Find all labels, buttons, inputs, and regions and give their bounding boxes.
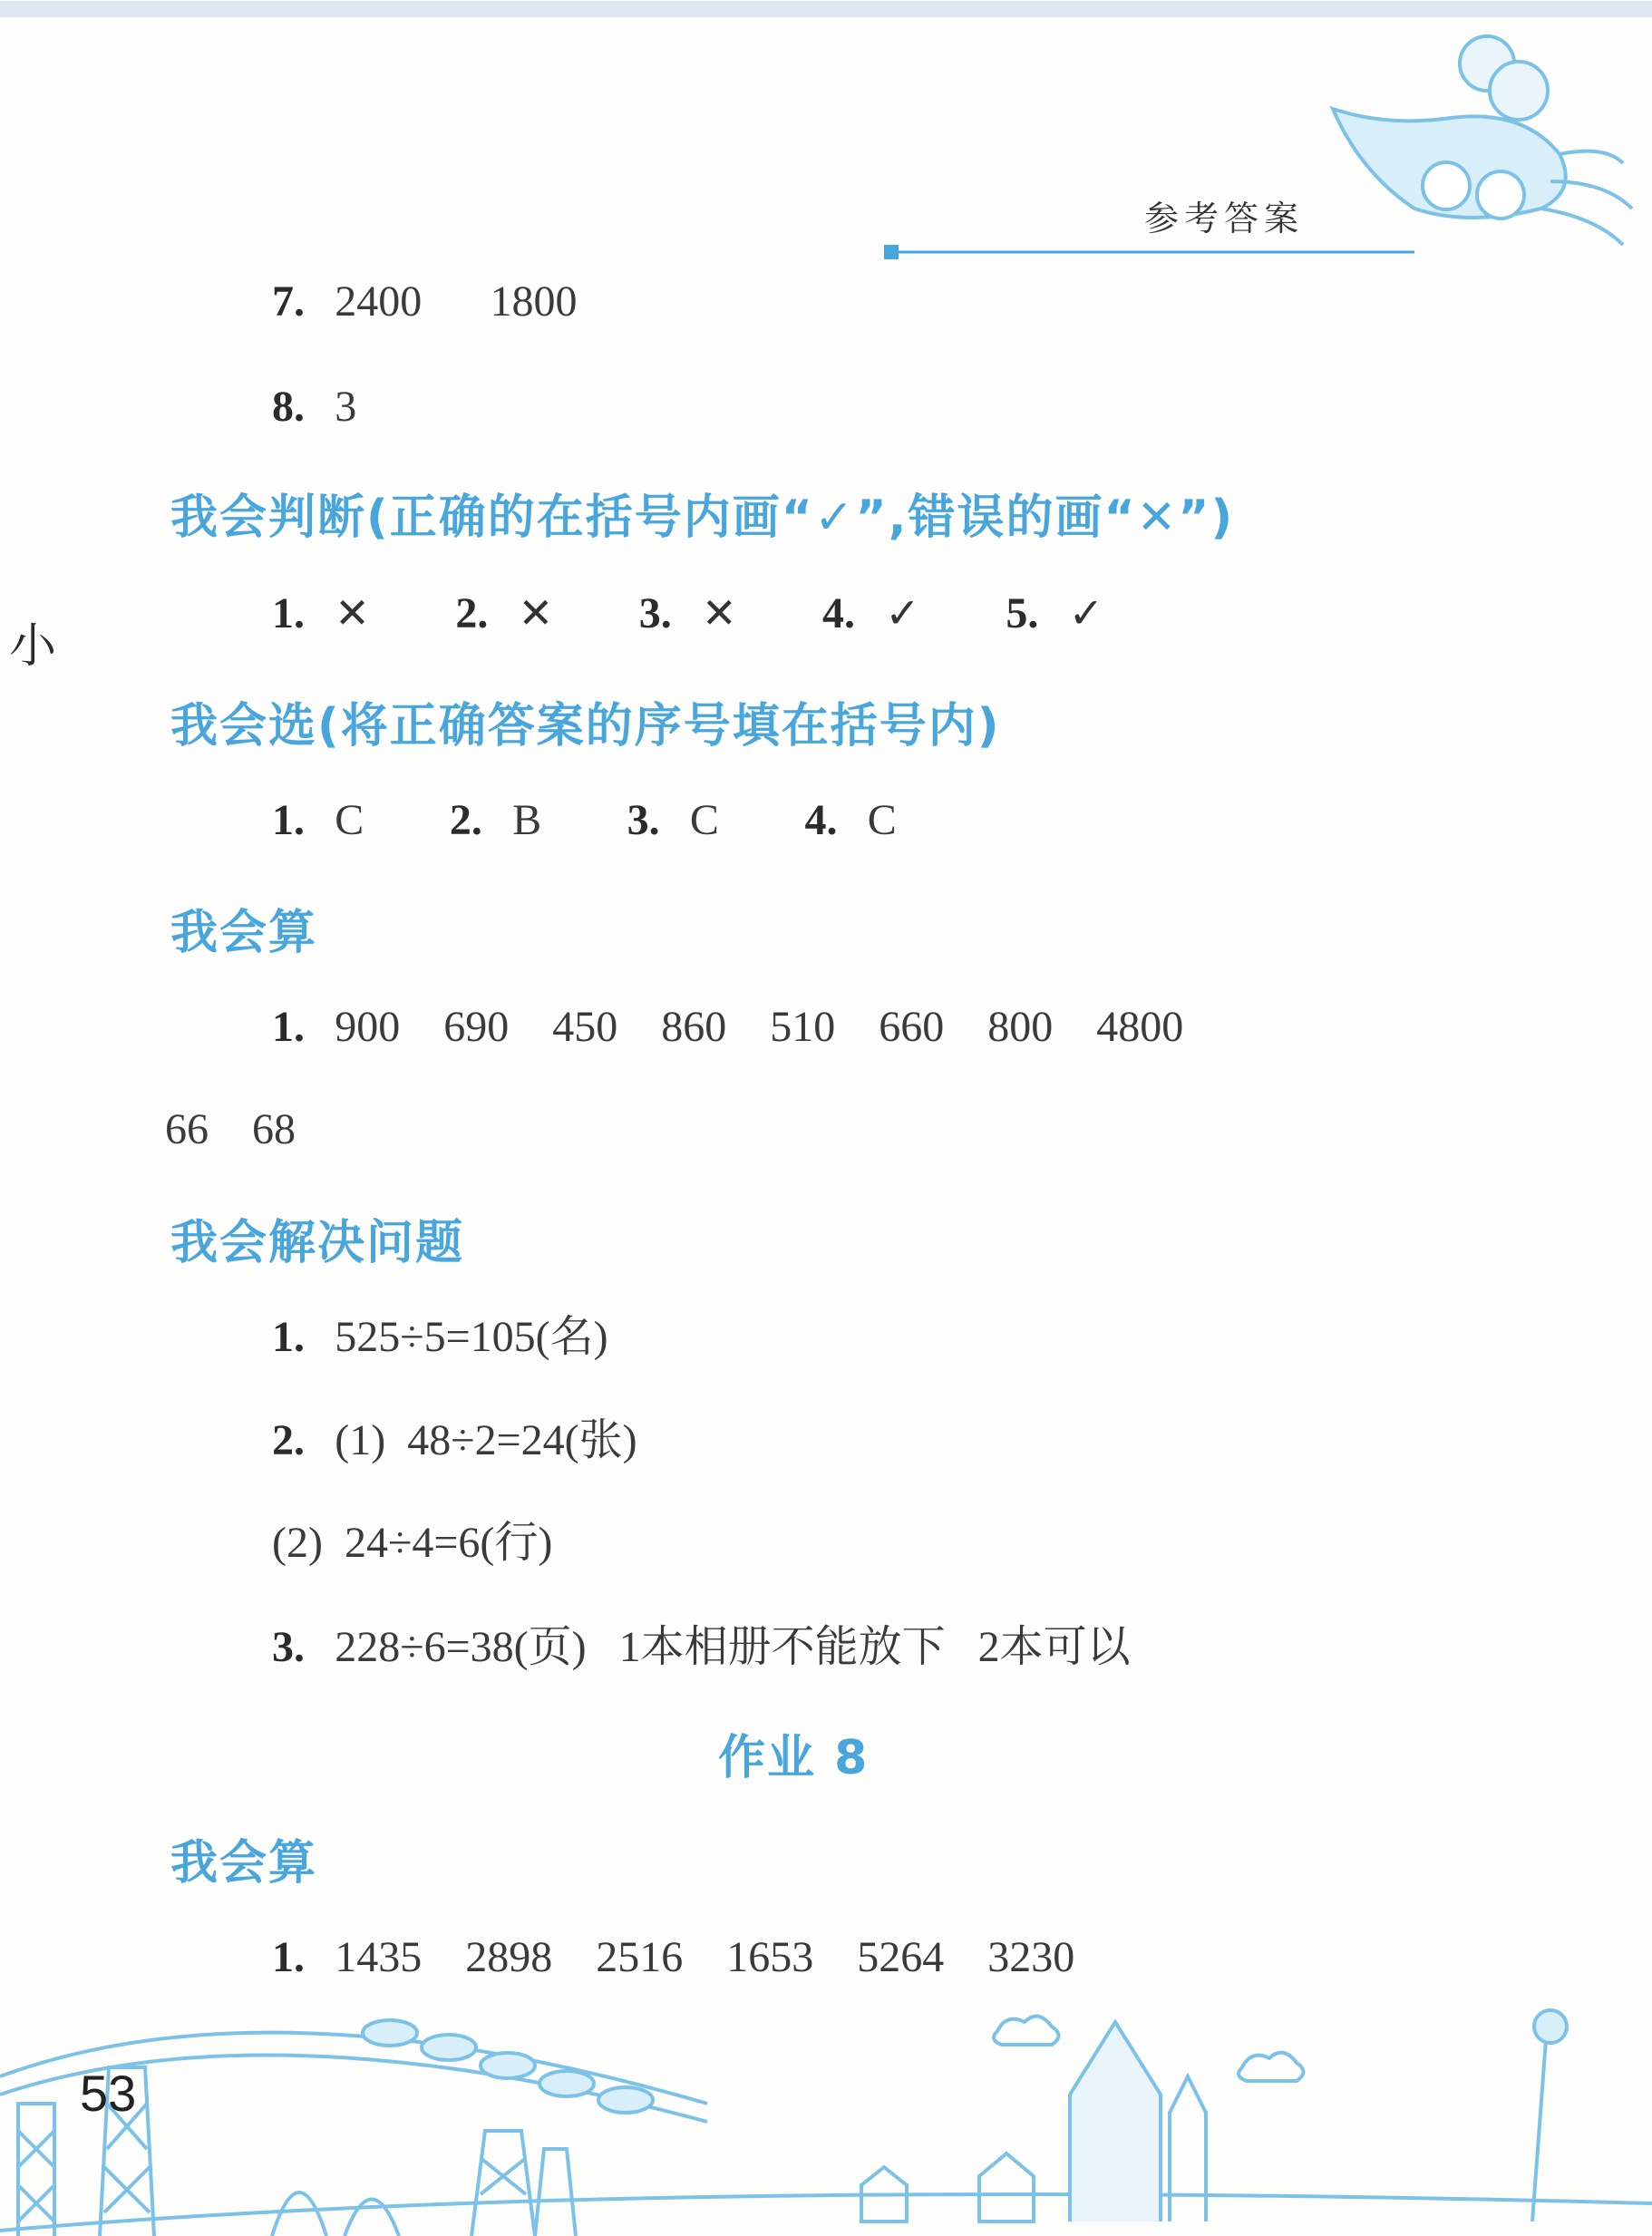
answer-value: C xyxy=(335,796,364,844)
check-mark-icon: ✓ xyxy=(885,588,920,637)
answer-value: 1800 xyxy=(490,277,578,326)
choose-answers xyxy=(272,792,897,848)
solve-answer-1 xyxy=(272,1309,608,1365)
answer-value: C xyxy=(689,796,719,844)
answer-line-q7 xyxy=(272,274,578,329)
answer-values: 900 690 450 860 510 660 800 4800 xyxy=(335,1003,1184,1051)
item-number: 2. xyxy=(455,589,489,637)
answer-value: 3 xyxy=(335,383,357,431)
item-number: 3. xyxy=(638,589,672,637)
coaster-car xyxy=(422,2035,476,2060)
answer-text: 228÷6=38(页) 1本相册不能放下 2本可以 xyxy=(335,1623,1131,1671)
solve-answer-2 xyxy=(272,1413,637,1468)
answer-values: 1435 2898 2516 1653 5264 3230 xyxy=(335,1933,1075,1981)
tent xyxy=(272,2192,399,2236)
cloud xyxy=(1239,2053,1304,2081)
cross-mark-icon: ✕ xyxy=(518,588,554,637)
item-number: 2. xyxy=(272,1416,305,1464)
page-number: 53 xyxy=(80,2065,137,2122)
solve-answer-3 xyxy=(272,1619,1131,1675)
tower-left xyxy=(18,2104,54,2236)
house xyxy=(979,2153,1034,2221)
cloud xyxy=(994,2017,1059,2045)
castle-tower xyxy=(1070,2022,1161,2221)
section-title-calc: 我会算 xyxy=(170,906,318,960)
answer-text: (1) 48÷2=24(张) xyxy=(335,1416,637,1464)
coaster-car xyxy=(539,2071,594,2096)
ground-line xyxy=(0,2194,1652,2231)
coaster-car xyxy=(598,2087,653,2113)
cross-mark-icon: ✕ xyxy=(701,588,737,637)
item-number: 7. xyxy=(272,277,305,326)
coaster-tower-2 xyxy=(535,2149,576,2236)
footer-decoration xyxy=(0,1968,1652,2236)
item-number: 1. xyxy=(272,589,305,637)
judge-answers xyxy=(272,586,1103,641)
item-number: 4. xyxy=(804,796,838,844)
section-title-judge: 我会判断(正确的在括号内画“✓”,错误的画“✕”) xyxy=(170,491,1235,545)
lamp-head xyxy=(1534,2010,1567,2043)
item-number: 8. xyxy=(272,383,305,431)
calc-answers-line1 xyxy=(272,999,1183,1055)
item-number: 1. xyxy=(272,1933,305,1981)
margin-character: 小 xyxy=(9,619,57,674)
section-title-solve: 我会解决问题 xyxy=(170,1216,465,1270)
item-number: 2. xyxy=(449,796,482,844)
solve-answer-2b: (2) 24÷4=6(行) xyxy=(272,1519,553,1567)
header-decoration xyxy=(0,0,1652,272)
answer-value: 2400 xyxy=(335,277,423,326)
section-title-choose: 我会选(将正确答案的序号填在括号内) xyxy=(170,699,1001,753)
rocket-kids-illustration xyxy=(1333,36,1632,245)
item-number: 1. xyxy=(272,1313,305,1361)
answer-value: C xyxy=(867,796,897,844)
coaster-tower xyxy=(471,2131,535,2236)
item-number: 3. xyxy=(627,796,660,844)
homework-title: 作业 8 xyxy=(718,1731,870,1785)
check-mark-icon: ✓ xyxy=(1068,588,1104,637)
calc-answers-line2: 66 68 xyxy=(165,1105,296,1153)
answer-value: B xyxy=(512,796,542,844)
coaster-car xyxy=(363,2020,417,2046)
answer-text: 525÷5=105(名) xyxy=(335,1313,608,1361)
header-title: 参考答案 xyxy=(1144,199,1305,238)
item-number: 5. xyxy=(1006,589,1039,637)
item-number: 1. xyxy=(272,1003,305,1051)
lamp-post xyxy=(1532,2040,1546,2221)
item-number: 3. xyxy=(272,1623,305,1671)
answer-line-q8 xyxy=(272,379,356,434)
header-rule-square xyxy=(884,245,899,259)
cross-mark-icon: ✕ xyxy=(335,588,370,637)
coaster-car xyxy=(481,2053,535,2078)
castle-small-tower xyxy=(1170,2076,1206,2221)
item-number: 1. xyxy=(272,796,305,844)
item-number: 4. xyxy=(822,589,856,637)
section-title-calc-hw8: 我会算 xyxy=(170,1836,318,1891)
